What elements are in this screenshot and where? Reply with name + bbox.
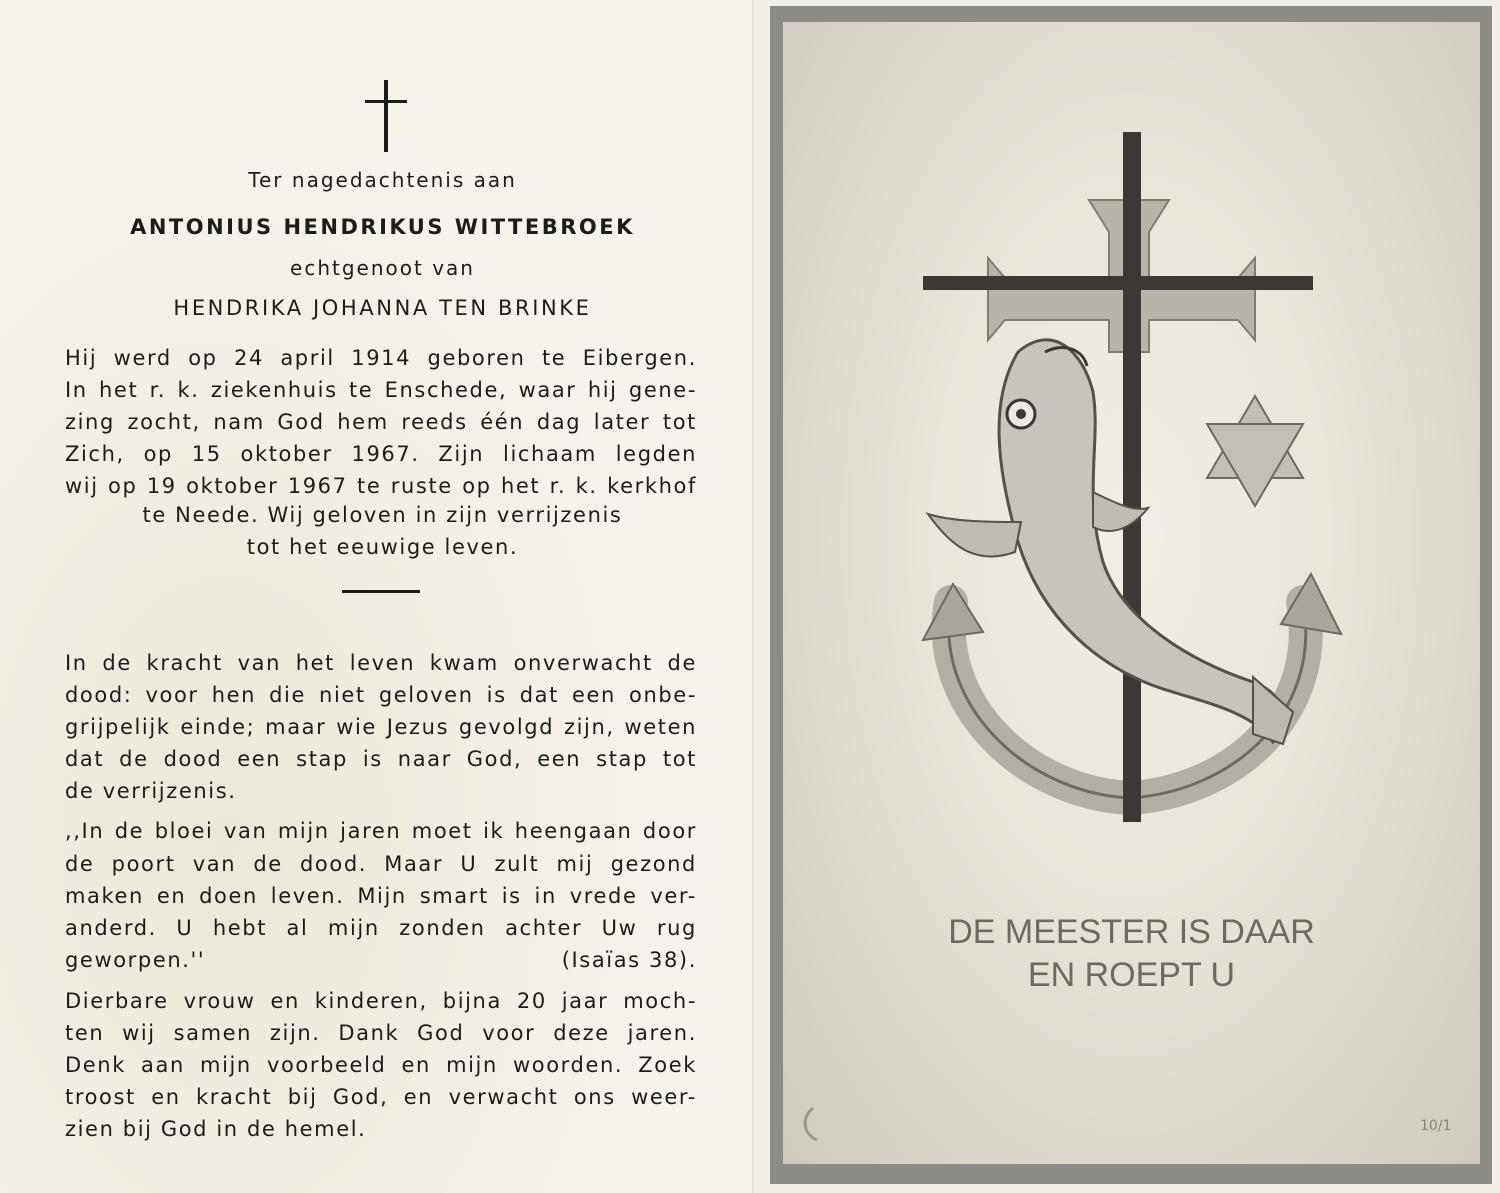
reflection-line: grijpelijk einde; maar wie Jezus gevolgd zijn, weten xyxy=(65,715,697,739)
cross-icon xyxy=(365,80,407,152)
quote-reference: (Isaïas 38). xyxy=(561,948,697,972)
card-motto-line: EN ROEPT U xyxy=(1027,956,1236,994)
reflection-line: de verrijzenis. xyxy=(65,779,237,803)
card-motto-line: DE MEESTER IS DAAR xyxy=(948,913,1315,951)
farewell-line: Denk aan mijn voorbeeld en mijn woorden. Zoek xyxy=(65,1053,697,1077)
fish-icon xyxy=(928,340,1293,744)
farewell-line: ten wij samen zijn. Dank God voor deze jaren. xyxy=(65,1021,697,1045)
bio-line: te Neede. Wij geloven in zijn verrijzenis xyxy=(142,503,623,527)
bio-line: zing zocht, nam God hem reeds één dag later tot xyxy=(65,410,697,434)
card-number: 10/1 xyxy=(1420,1118,1452,1134)
publisher-mark-icon xyxy=(805,1108,817,1140)
quote-end: geworpen.'' xyxy=(65,948,206,972)
card-fold xyxy=(752,0,756,1193)
reflection-line: dat de dood een stap is naar God, een stap tot xyxy=(65,747,697,771)
bio-line: In het r. k. ziekenhuis te Enschede, waar hij gene- xyxy=(65,378,697,402)
farewell-line: zien bij God in de hemel. xyxy=(65,1117,367,1141)
memorial-heading: Ter nagedachtenis aan xyxy=(248,168,517,192)
spouse-intro: echtgenoot van xyxy=(290,256,475,280)
deceased-name: ANTONIUS HENDRIKUS WITTEBROEK xyxy=(130,215,635,239)
quote-line: de poort van de dood. Maar U zult mij gezond xyxy=(65,852,697,876)
reflection-line: In de kracht van het leven kwam onverwacht de xyxy=(65,651,697,675)
quote-line: ,,In de bloei van mijn jaren moet ik heengaan door xyxy=(65,819,697,843)
farewell-line: troost en kracht bij God, en verwacht ons weer- xyxy=(65,1085,697,1109)
bio-line: tot het eeuwige leven. xyxy=(246,535,519,559)
divider-rule xyxy=(342,590,420,593)
quote-line: anderd. U hebt al mijn zonden achter Uw rug xyxy=(65,916,697,940)
quote-line: maken en doen leven. Mijn smart is in vrede ver- xyxy=(65,884,697,908)
bio-line: Zich, op 15 oktober 1967. Zijn lichaam legden xyxy=(65,442,697,466)
spouse-name: HENDRIKA JOHANNA TEN BRINKE xyxy=(173,296,592,320)
star-of-david-icon xyxy=(1207,396,1303,506)
farewell-line: Dierbare vrouw en kinderen, bijna 20 jaar moch- xyxy=(65,989,697,1013)
bio-line: Hij werd op 24 april 1914 geboren te Eibergen. xyxy=(65,346,697,370)
bio-line: wij op 19 oktober 1967 te ruste op het r. k. kerkhof xyxy=(65,474,697,498)
reflection-line: dood: voor hen die niet geloven is dat een onbe- xyxy=(65,683,697,707)
